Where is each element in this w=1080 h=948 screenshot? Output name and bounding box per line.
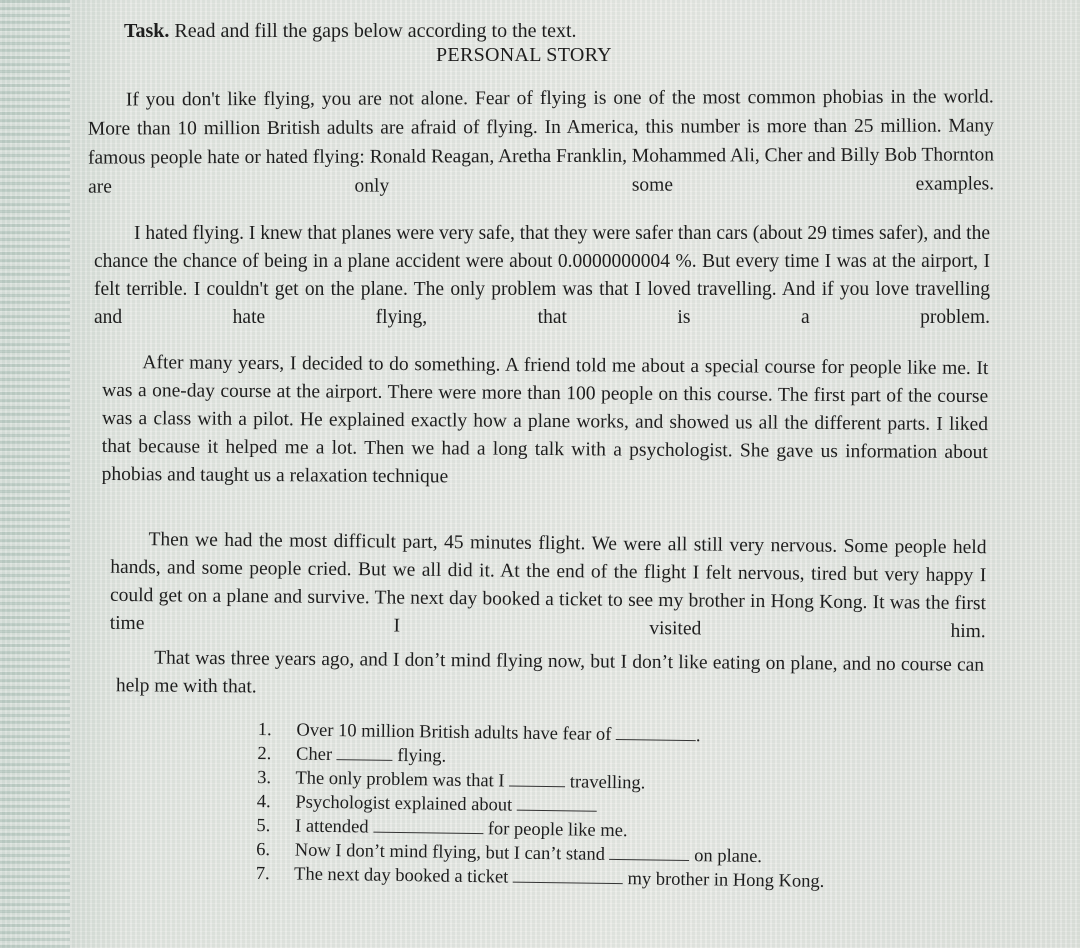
- question-number: 5.: [256, 815, 271, 837]
- page-edge-texture: [0, 0, 70, 948]
- paragraph-5: That was three years ago, and I don’t mind flying now, but I don’t like eating on plane, and no course can help me with that.: [115, 647, 985, 698]
- answer-blank[interactable]: [616, 723, 696, 741]
- question-text: Now I don’t mind flying, but I can’t stand: [294, 840, 606, 865]
- paragraph-2: I hated flying. I knew that planes were very safe, that they were safer than cars (about 29 times safer), and the chance the chance of being in a plane accident were about 0.0000000004 %. But every time I was at the airport, I felt terrible. I couldn't get on the plane. The only problem was that I loved travelling. And if you love travelling and hate flying, that is a problem.: [94, 223, 990, 328]
- question-text-after: flying.: [397, 745, 447, 767]
- question-number: 3.: [257, 767, 272, 789]
- question-text: I attended: [294, 816, 369, 838]
- paragraph-4: Then we had the most difficult part, 45 minutes flight. We were all still very nervous. Some people held hands, and some people cried. But we all did it. At the end of the flight I felt nervous, tired but very happy I could get on a plane and survive. The next day booked a ticket to see my brother in Hong Kong. It was the first time I visited him.: [109, 529, 987, 643]
- question-text: Cher: [295, 744, 333, 766]
- paragraph-3: After many years, I decided to do something. A friend told me about a special course for people like me. It was a one-day course at the airport. There were more than 100 people on this course. The first part of the course was a class with a pilot. He explained exactly how a plane works, and showed us all the different parts. I liked that because it helped me a lot. Then we had a long talk with a psychologist. She gave us information about phobias and taught us a relaxation technique: [101, 352, 989, 488]
- question-number: 1.: [257, 719, 272, 741]
- answer-blank[interactable]: [509, 770, 565, 788]
- task-instruction: [124, 20, 577, 43]
- task-text: Read and fill the gaps below according to the text.: [174, 20, 577, 42]
- answer-blank[interactable]: [517, 794, 597, 812]
- answer-blank[interactable]: [337, 743, 393, 761]
- story-title: PERSONAL STORY: [436, 44, 612, 66]
- answer-blank[interactable]: [373, 816, 483, 835]
- question-text-after: .: [695, 726, 701, 747]
- question-number: 6.: [256, 839, 271, 861]
- question-text-after: travelling.: [569, 772, 646, 794]
- task-label: Task.: [124, 20, 170, 42]
- question-text-after: my brother in Hong Kong.: [627, 869, 825, 892]
- question-text-after: for people like me.: [487, 819, 628, 842]
- answer-blank[interactable]: [513, 866, 623, 885]
- paragraph-1: If you don't like flying, you are not alone. Fear of flying is one of the most common phobias in the world. More than 10 million British adults are afraid of flying. In America, this number is more than 25 million. Many famous people hate or hated flying: Ronald Reagan, Aretha Franklin, Mohammed Ali, Cher and Billy Bob Thornton are only some examples.: [87, 86, 995, 198]
- question-text: The only problem was that I: [295, 768, 505, 792]
- answer-blank[interactable]: [609, 843, 689, 861]
- question-number: 4.: [256, 791, 271, 813]
- question-text: Over 10 million British adults have fear of: [296, 720, 612, 745]
- question-text-after: on plane.: [694, 846, 763, 868]
- gap-fill-questions: [256, 718, 827, 894]
- question-text: The next day booked a ticket: [293, 864, 509, 888]
- question-number: 7.: [255, 863, 270, 885]
- question-number: 2.: [257, 743, 272, 765]
- question-text: Psychologist explained about: [295, 792, 513, 816]
